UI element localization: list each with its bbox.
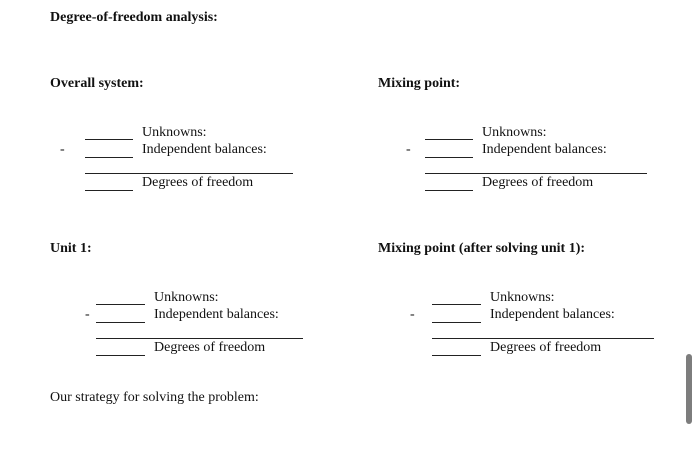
mixing-dash: - — [406, 142, 411, 157]
overall-unknowns-blank[interactable] — [85, 139, 133, 140]
unit1-unknowns-blank[interactable] — [96, 304, 145, 305]
unit1-dof-label: Degrees of freedom — [154, 340, 266, 355]
mixing-after-dof-blank[interactable] — [432, 355, 481, 356]
mixing-after-unknowns-label: Unknowns: — [490, 290, 555, 305]
mixing-balances-blank[interactable] — [425, 157, 473, 158]
overall-sum-line — [85, 173, 293, 174]
overall-dof-blank[interactable] — [85, 190, 133, 191]
mixing-point-heading: Mixing point: — [378, 76, 461, 91]
mixing-after-sum-line — [432, 338, 654, 339]
mixing-after-dash: - — [410, 307, 415, 322]
mixing-unknowns-label: Unknowns: — [482, 125, 547, 140]
overall-balances-blank[interactable] — [85, 157, 133, 158]
mixing-after-balances-label: Independent balances: — [490, 307, 615, 322]
overall-unknowns-label: Unknowns: — [142, 125, 207, 140]
mixing-dof-blank[interactable] — [425, 190, 473, 191]
unit1-dof-blank[interactable] — [96, 355, 145, 356]
unit1-balances-label: Independent balances: — [154, 307, 279, 322]
mixing-unknowns-blank[interactable] — [425, 139, 473, 140]
strategy-prompt: Our strategy for solving the problem: — [50, 390, 259, 405]
scrollbar-thumb[interactable] — [686, 354, 692, 424]
unit1-balances-blank[interactable] — [96, 322, 145, 323]
overall-dof-label: Degrees of freedom — [142, 175, 254, 190]
unit1-heading: Unit 1: — [50, 241, 92, 256]
mixing-sum-line — [425, 173, 647, 174]
mixing-after-unknowns-blank[interactable] — [432, 304, 481, 305]
mixing-after-balances-blank[interactable] — [432, 322, 481, 323]
mixing-after-dof-label: Degrees of freedom — [490, 340, 602, 355]
unit1-dash: - — [85, 307, 90, 322]
mixing-balances-label: Independent balances: — [482, 142, 607, 157]
unit1-unknowns-label: Unknowns: — [154, 290, 219, 305]
overall-dash: - — [60, 142, 65, 157]
unit1-sum-line — [96, 338, 303, 339]
overall-balances-label: Independent balances: — [142, 142, 267, 157]
mixing-after-heading: Mixing point (after solving unit 1): — [378, 241, 586, 256]
mixing-dof-label: Degrees of freedom — [482, 175, 594, 190]
overall-system-heading: Overall system: — [50, 76, 144, 91]
page-title: Degree-of-freedom analysis: — [50, 10, 218, 25]
